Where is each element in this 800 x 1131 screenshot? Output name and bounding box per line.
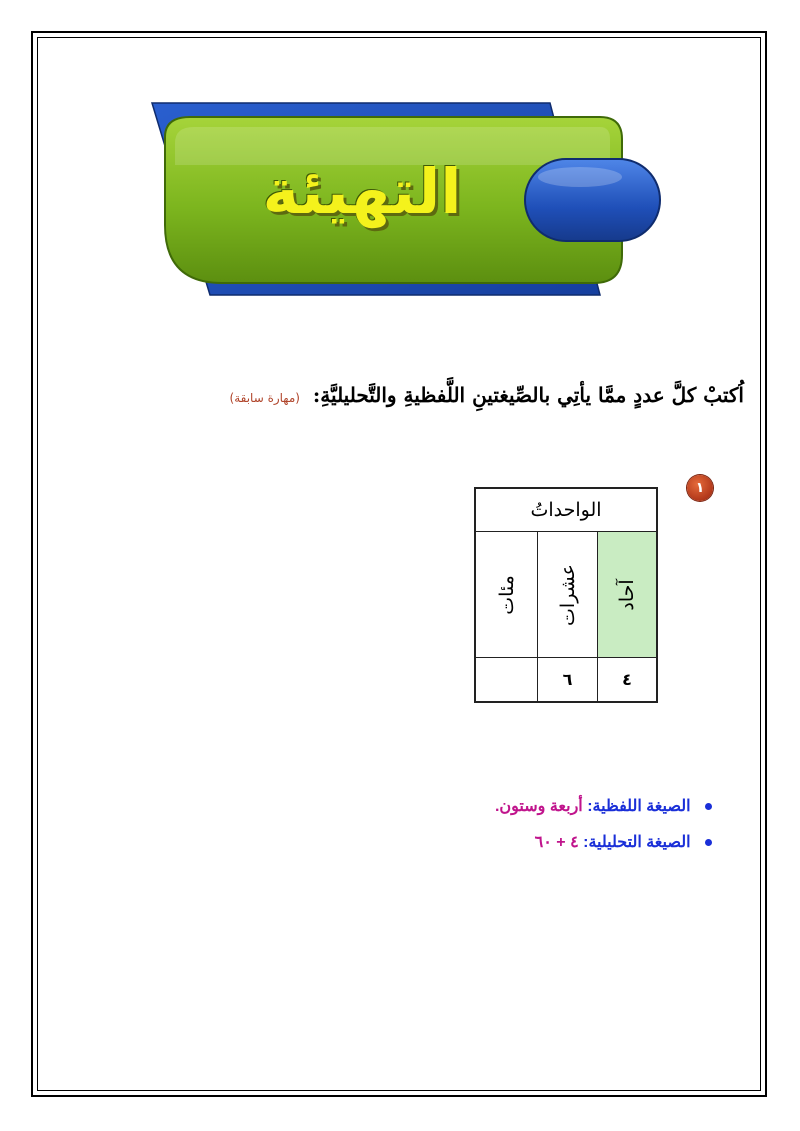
banner-title: التهيئة [262,155,462,228]
exercise-number-badge: ١ [687,475,713,501]
instruction-text: اُكتبْ كلَّ عددٍ ممَّا يأتِي بالصِّيغتينِ اللَّفظيةِ والتَّحليليَّةِ: [312,383,744,407]
column-ones-label: آحاد [616,578,638,611]
table-values-row [476,657,656,702]
answer-value: أربعة وستون. [494,798,583,815]
column-hundreds [476,532,537,657]
column-tens-label: عشرات [556,563,579,626]
instruction-line [94,383,744,407]
column-tens [537,532,597,657]
answer-expanded-form [212,831,712,867]
answers-list [212,795,712,867]
skill-label: (مهارة سابقة) [229,391,300,405]
answer-label: الصيغة اللفظية: [587,798,691,815]
answer-verbal-form [212,795,712,831]
cell-hundreds-value [476,658,537,702]
cell-tens-value: ٦ [537,658,597,702]
column-ones [597,532,656,657]
section-banner [130,95,670,305]
place-value-table [474,487,658,703]
answer-label: الصيغة التحليلية: [583,834,691,851]
cell-ones-value: ٤ [597,658,656,702]
column-hundreds-label: مئات [495,574,518,615]
table-header: الواحداتُ [476,489,656,532]
bullet-icon [705,803,712,810]
answer-value: ٤ + ٦٠ [534,834,579,851]
bullet-icon [705,839,712,846]
